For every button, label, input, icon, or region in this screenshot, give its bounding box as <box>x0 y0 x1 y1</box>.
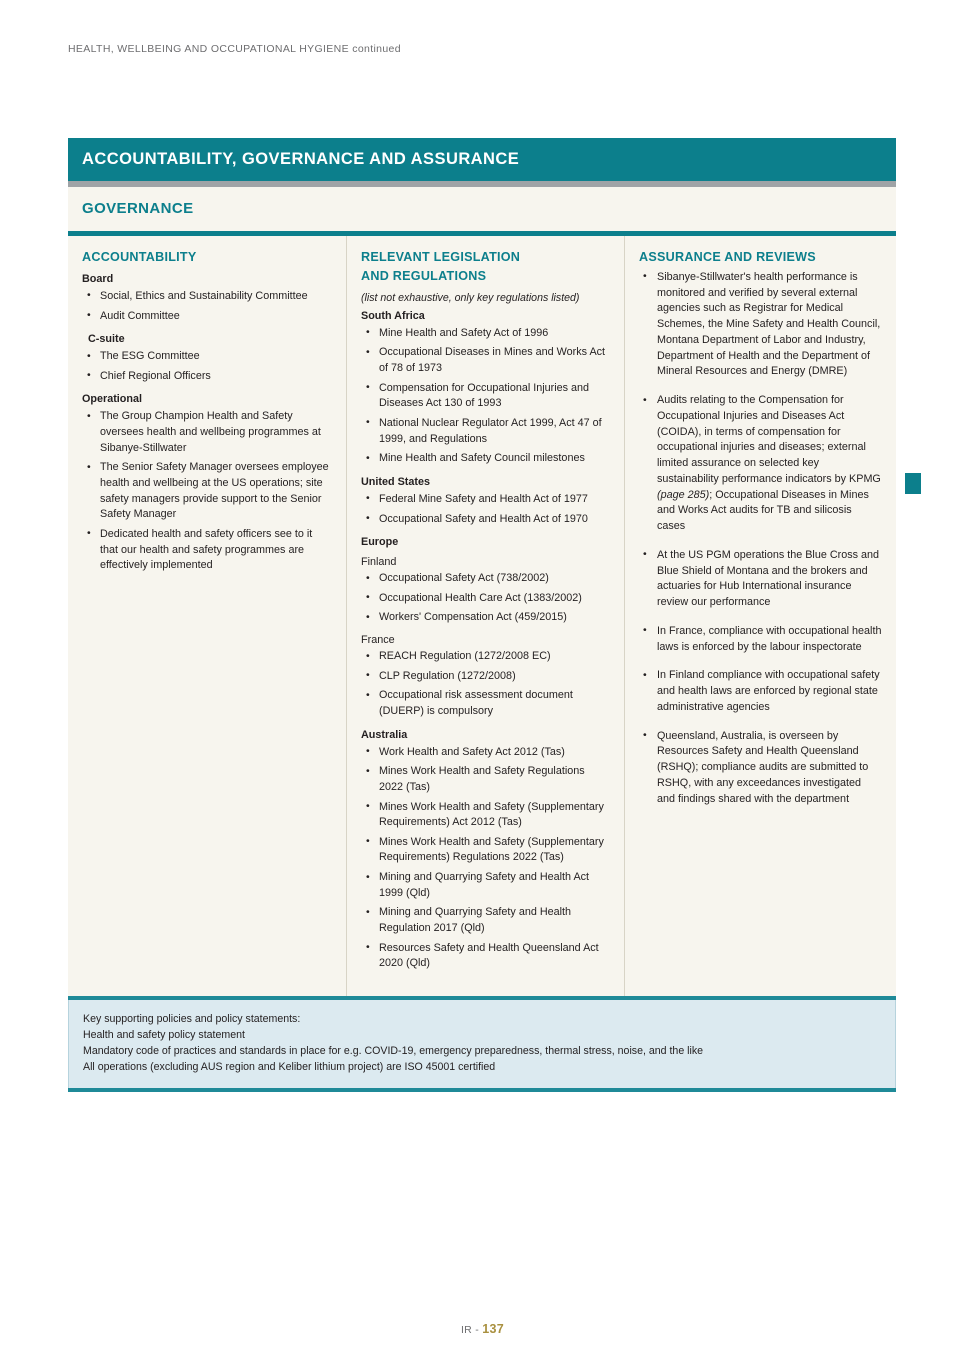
legislation-group-heading: United States <box>361 475 430 488</box>
key-supporting-policies-box <box>68 1000 896 1088</box>
assurance-text-run: At the US PGM operations the Blue Cross and Blue Shield of Montana and the brokers and actuaries for Hub International insurance review our performance <box>657 548 880 609</box>
column-assurance <box>624 236 896 996</box>
keybox-underline <box>68 1088 896 1092</box>
legislation-group-heading: Europe <box>361 536 399 549</box>
accountability-list-item: • The Group Champion Health and Safety oversees health and wellbeing programmes at Sibanye-Stillwater <box>82 409 332 456</box>
legislation-list-item: • Mine Health and Safety Act of 1996 <box>361 326 610 342</box>
legislation-list-item: • Mining and Quarrying Safety and Health Act 1999 (Qld) <box>361 870 610 901</box>
legislation-list <box>361 326 610 467</box>
legislation-group-heading: France <box>361 634 395 647</box>
assurance-list <box>639 270 882 808</box>
assurance-list-item <box>639 729 882 808</box>
column-title-assurance: ASSURANCE AND REVIEWS <box>639 249 816 264</box>
accountability-list-item: • Social, Ethics and Sustainability Committee <box>82 289 332 305</box>
page-footer-prefix: IR - <box>460 1324 483 1336</box>
legislation-list-item: • Mines Work Health and Safety (Supplementary Requirements) Act 2012 (Tas) <box>361 800 610 831</box>
legislation-group-heading: Australia <box>361 728 408 741</box>
legislation-list-item: • Federal Mine Safety and Health Act of 1977 <box>361 492 610 508</box>
legislation-list <box>361 571 610 626</box>
accountability-list-item: • Audit Committee <box>82 309 332 325</box>
legislation-list-item: • Resources Safety and Health Queensland Act 2020 (Qld) <box>361 941 610 972</box>
accountability-list-item: • The ESG Committee <box>82 349 332 365</box>
column-title-accountability: ACCOUNTABILITY <box>82 249 197 264</box>
legislation-title-line-1: RELEVANT LEGISLATION <box>361 249 521 264</box>
subsection-banner: GOVERNANCE <box>68 187 896 231</box>
legislation-list-item: • Workers' Compensation Act (459/2015) <box>361 610 610 626</box>
accountability-list <box>82 409 332 573</box>
legislation-list-item: • Work Health and Safety Act 2012 (Tas) <box>361 745 610 761</box>
column-accountability <box>68 236 346 996</box>
accountability-group-heading: Board <box>82 272 114 285</box>
legislation-groups <box>361 310 610 972</box>
legislation-list-item: • Occupational risk assessment document (DUERP) is compulsory <box>361 688 610 719</box>
accountability-list <box>82 289 332 324</box>
three-column-layout <box>68 236 896 996</box>
assurance-text-run: Audits relating to the Compensation for Occupational Injuries and Diseases Act (COIDA), in terms of compensation for occupational injuries and diseases; external limited assurance on selected key sustainability performance indicators by KPMG <box>657 394 881 485</box>
legislation-list <box>361 745 610 972</box>
legislation-list-item: • Mines Work Health and Safety Regulations 2022 (Tas) <box>361 764 610 795</box>
legislation-list-item: • Compensation for Occupational Injuries and Diseases Act 130 of 1993 <box>361 381 610 412</box>
column-legislation <box>346 236 624 996</box>
running-header <box>68 43 401 55</box>
accountability-list-item: • The Senior Safety Manager oversees employee health and wellbeing at the US operations; site safety managers provide support to the Senior Safety Manager <box>82 460 332 523</box>
key-policy-line: Mandatory code of practices and standards in place for e.g. COVID-19, emergency preparedness, thermal stress, noise, and the like <box>83 1045 704 1058</box>
accountability-groups <box>82 273 332 574</box>
key-policy-line: Health and safety policy statement <box>83 1029 245 1042</box>
assurance-text-run: In Finland compliance with occupational safety and health laws are enforced by regional state administrative agencies <box>657 669 880 713</box>
legislation-list-item: • Occupational Health Care Act (1383/2002) <box>361 591 610 607</box>
assurance-list-item <box>639 624 882 656</box>
legislation-list <box>361 649 610 720</box>
assurance-list-item <box>639 393 882 535</box>
assurance-list-item <box>639 548 882 611</box>
assurance-text-run: ; Occupational Diseases in Mines and Works Act audits for TB and silicosis cases <box>657 488 869 533</box>
key-policy-line: All operations (excluding AUS region and Keliber lithium project) are ISO 45001 certified <box>83 1061 496 1074</box>
legislation-note: (list not exhaustive, only key regulations listed) <box>361 291 580 304</box>
key-policy-line: Key supporting policies and policy statements: <box>83 1012 301 1025</box>
assurance-list-item <box>639 668 882 715</box>
legislation-title-line-2: AND REGULATIONS <box>361 268 487 283</box>
assurance-text-run: In France, compliance with occupational health laws is enforced by the labour inspectorate <box>657 624 882 653</box>
column-title-legislation <box>361 248 610 286</box>
accountability-group-heading: Operational <box>82 393 142 406</box>
page-number: 137 <box>482 1322 505 1336</box>
assurance-text-run: Sibanye-Stillwater's health performance is monitored and verified by several external agencies such as Registrar for Medical Schemes, the Mine Safety and Health Council, Montana Department of Labor and Industry, Department of Health and the Department of Mineral Resources and Energy (DMRE) <box>657 270 881 378</box>
legislation-list-item: • Occupational Safety and Health Act of 1970 <box>361 512 610 528</box>
legislation-group-heading: South Africa <box>361 309 425 322</box>
legislation-list-item: • Occupational Diseases in Mines and Works Act of 78 of 1973 <box>361 345 610 376</box>
section-banner: ACCOUNTABILITY, GOVERNANCE AND ASSURANCE <box>68 138 896 181</box>
accountability-list-item: • Chief Regional Officers <box>82 369 332 385</box>
legislation-list-item: • Mining and Quarrying Safety and Health Regulation 2017 (Qld) <box>361 905 610 936</box>
page-edge-bookmark-tab <box>905 473 921 494</box>
legislation-group-heading: Finland <box>361 556 397 569</box>
legislation-list-item: • Mines Work Health and Safety (Supplementary Requirements) Regulations 2022 (Tas) <box>361 835 610 866</box>
legislation-list-item: • National Nuclear Regulator Act 1999, Act 47 of 1999, and Regulations <box>361 416 610 447</box>
accountability-list <box>82 349 332 384</box>
legislation-list-item: • CLP Regulation (1272/2008) <box>361 669 610 685</box>
assurance-page-reference: (page 285) <box>657 488 710 501</box>
assurance-text-run: Queensland, Australia, is overseen by Resources Safety and Health Queensland (RSHQ); compliance audits are submitted to RSHQ, with any exceedances investigated and findings shared with the department <box>657 729 869 805</box>
assurance-list-item <box>639 270 882 380</box>
legislation-list <box>361 492 610 527</box>
legislation-list-item: • Mine Health and Safety Council milestones <box>361 451 610 467</box>
running-header-text: HEALTH, WELLBEING AND OCCUPATIONAL HYGIENE continued <box>68 43 401 55</box>
legislation-list-item: • Occupational Safety Act (738/2002) <box>361 571 610 587</box>
accountability-list-item: • Dedicated health and safety officers see to it that our health and safety programmes are effectively implemented <box>82 527 332 574</box>
governance-block <box>68 138 896 1092</box>
page-footer <box>0 1322 965 1336</box>
key-policy-lines <box>83 1011 881 1075</box>
legislation-list-item: • REACH Regulation (1272/2008 EC) <box>361 649 610 665</box>
accountability-group-heading: C-suite <box>88 333 125 346</box>
